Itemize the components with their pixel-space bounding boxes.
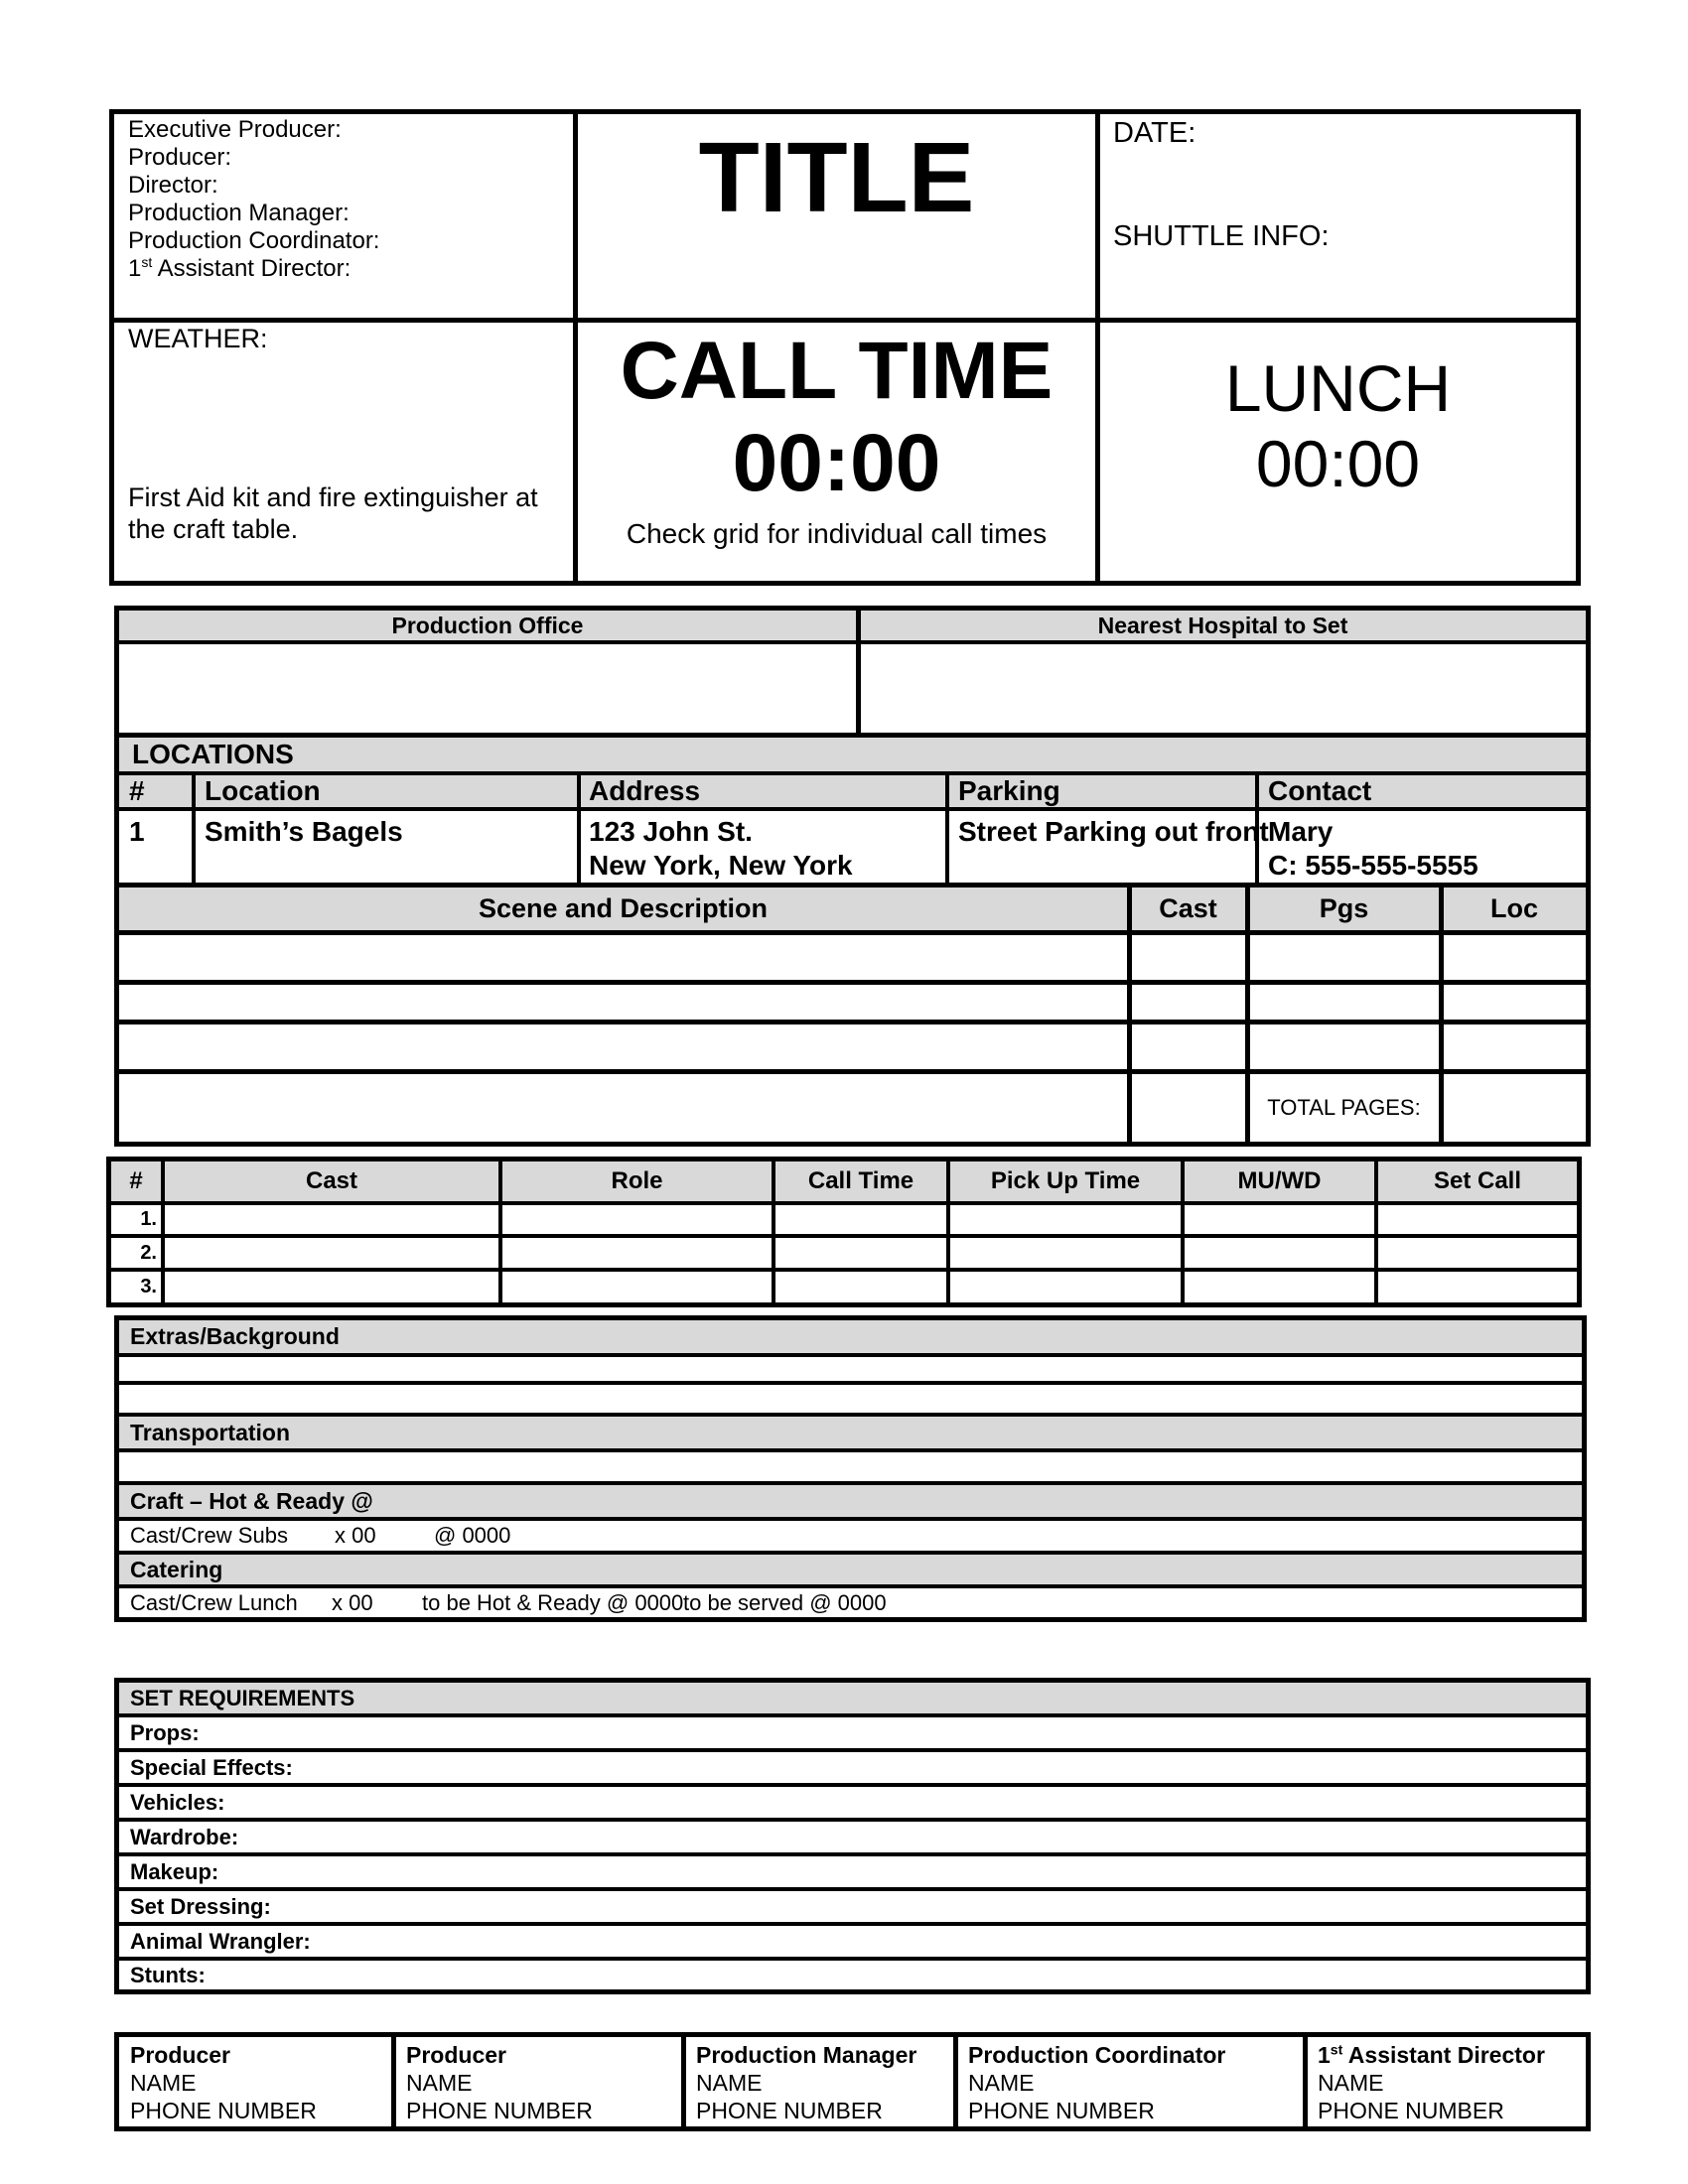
- divider: [498, 1161, 502, 1302]
- date-shuttle-cell: [1113, 116, 1570, 253]
- cast-col-set-call: Set Call: [1433, 1167, 1522, 1194]
- scene-row[interactable]: [119, 1074, 1127, 1142]
- divider: [681, 2037, 686, 2126]
- contact-role: Producer: [406, 2042, 506, 2068]
- divider: [953, 2037, 958, 2126]
- contacts-footer: [114, 2032, 1591, 2131]
- total-pages-label: TOTAL PAGES:: [1267, 1095, 1421, 1120]
- nearest-hospital-header: Nearest Hospital to Set: [1097, 613, 1348, 638]
- production-details-table: [114, 606, 1591, 1147]
- loc-col-contact: Contact: [1268, 775, 1372, 806]
- contact-card: [130, 2041, 317, 2124]
- contact-name: NAME: [406, 2070, 473, 2096]
- divider: [945, 775, 949, 883]
- req-set-dressing[interactable]: Set Dressing:: [130, 1894, 271, 1919]
- lunch-cell: [1100, 323, 1576, 581]
- contact-name: NAME: [968, 2070, 1035, 2096]
- crew-role: Producer:: [128, 144, 232, 171]
- cast-col-mu-wd: MU/WD: [1237, 1167, 1322, 1194]
- catering-header: Catering: [119, 1555, 1582, 1584]
- cast-table: [106, 1157, 1582, 1307]
- transportation-header: Transportation: [119, 1417, 1582, 1448]
- craft-line-time: @ 0000: [434, 1523, 511, 1548]
- cast-col-num: #: [129, 1167, 143, 1194]
- weather-label: WEATHER:: [128, 324, 268, 353]
- cast-col-cast: Cast: [305, 1167, 358, 1194]
- locations-title: LOCATIONS: [132, 739, 294, 769]
- req-vehicles[interactable]: Vehicles:: [130, 1790, 225, 1815]
- location-row-contact-name: Mary: [1268, 816, 1334, 847]
- divider: [1181, 1161, 1185, 1302]
- req-special-effects[interactable]: Special Effects:: [130, 1755, 293, 1780]
- divider: [119, 1818, 1586, 1822]
- location-row-contact-phone: C: 555-555-5555: [1268, 850, 1478, 881]
- crew-role: Production Coordinator:: [128, 227, 380, 254]
- location-row-name: Smith’s Bagels: [205, 816, 403, 847]
- transportation-row[interactable]: [119, 1452, 1582, 1481]
- divider: [577, 775, 581, 883]
- cast-row-num: 2.: [140, 1242, 157, 1264]
- divider: [1439, 887, 1444, 1142]
- req-makeup[interactable]: Makeup:: [130, 1859, 219, 1884]
- first-ad-rest: Assistant Director:: [152, 255, 352, 282]
- contact-card: [406, 2041, 593, 2124]
- lunch-value: 00:00: [1255, 427, 1421, 500]
- divider: [119, 1852, 1586, 1856]
- contact-role-sup: st: [1330, 2041, 1343, 2058]
- lunch-label: LUNCH: [1224, 351, 1452, 425]
- safety-note: First Aid kit and fire extinguisher at the craft table.: [128, 482, 538, 544]
- title-cell: [578, 114, 1095, 318]
- scene-row[interactable]: [119, 935, 1127, 980]
- location-row-address-line1: 123 John St.: [589, 816, 753, 847]
- catering-line-served: to be served @ 0000: [683, 1590, 887, 1615]
- contact-card: [968, 2041, 1225, 2124]
- contact-phone: PHONE NUMBER: [406, 2098, 593, 2123]
- req-stunts[interactable]: Stunts:: [130, 1963, 206, 1987]
- crew-role: Director:: [128, 172, 218, 199]
- contact-role-rest: Assistant Director: [1342, 2042, 1545, 2068]
- scene-col-cast: Cast: [1159, 893, 1217, 923]
- cast-row-num: 3.: [140, 1276, 157, 1297]
- craft-header: Craft – Hot & Ready @: [119, 1485, 1582, 1517]
- cast-col-pickup-time: Pick Up Time: [990, 1167, 1141, 1194]
- date-label: DATE:: [1113, 117, 1196, 149]
- divider: [119, 1748, 1586, 1752]
- craft-line-qty: x 00: [335, 1523, 376, 1548]
- divider: [1127, 887, 1132, 1142]
- divider: [1374, 1161, 1378, 1302]
- contact-name: NAME: [1318, 2070, 1384, 2096]
- contact-role: Producer: [130, 2042, 230, 2068]
- crew-roles: [128, 116, 565, 283]
- contact-role: Production Coordinator: [968, 2042, 1226, 2068]
- contact-phone: PHONE NUMBER: [696, 2098, 883, 2123]
- catering-line-label: Cast/Crew Lunch: [130, 1590, 298, 1615]
- contact-card: [1318, 2041, 1545, 2124]
- req-animal-wrangler[interactable]: Animal Wrangler:: [130, 1929, 311, 1954]
- call-time-label: CALL TIME: [620, 326, 1054, 416]
- scene-col-pgs: Pgs: [1319, 893, 1369, 923]
- divider: [119, 1783, 1586, 1787]
- contact-phone: PHONE NUMBER: [130, 2098, 317, 2123]
- divider: [111, 1201, 1577, 1205]
- contact-phone: PHONE NUMBER: [1318, 2098, 1504, 2123]
- divider: [161, 1161, 165, 1302]
- contact-role-prefix: 1: [1318, 2042, 1331, 2068]
- crew-role: Production Manager:: [128, 200, 350, 226]
- shuttle-info-label: SHUTTLE INFO:: [1113, 220, 1330, 252]
- call-sheet-header: [109, 109, 1581, 586]
- divider: [111, 1268, 1577, 1272]
- production-office-field[interactable]: [119, 644, 856, 733]
- contact-name: NAME: [696, 2070, 763, 2096]
- divider: [119, 1922, 1586, 1926]
- divider: [119, 1713, 1586, 1717]
- extras-row[interactable]: [119, 1385, 1582, 1413]
- divider: [192, 775, 196, 883]
- loc-col-location: Location: [205, 775, 321, 806]
- req-props[interactable]: Props:: [130, 1720, 200, 1745]
- loc-col-num: #: [129, 775, 145, 806]
- loc-col-address: Address: [589, 775, 701, 806]
- production-office-header: Production Office: [391, 613, 584, 638]
- divider: [111, 1234, 1577, 1238]
- divider: [772, 1161, 775, 1302]
- contact-phone: PHONE NUMBER: [968, 2098, 1155, 2123]
- nearest-hospital-field[interactable]: [861, 644, 1586, 733]
- divider: [391, 2037, 396, 2126]
- contact-card: [696, 2041, 916, 2124]
- call-time-cell: [578, 323, 1095, 581]
- extras-row[interactable]: [119, 1357, 1582, 1381]
- call-time-value: 00:00: [732, 418, 941, 508]
- catering-line-hot: to be Hot & Ready @ 0000: [422, 1590, 684, 1615]
- craft-line-label: Cast/Crew Subs: [130, 1523, 288, 1548]
- scene-col-description: Scene and Description: [478, 893, 769, 923]
- sheet-title: TITLE: [698, 122, 975, 233]
- contact-role: [1318, 2041, 1545, 2069]
- location-row-num: 1: [129, 816, 145, 847]
- first-ad-sup: st: [141, 254, 153, 270]
- divider: [119, 1887, 1586, 1891]
- divider: [119, 807, 1586, 811]
- divider: [1303, 2037, 1308, 2126]
- cast-col-role: Role: [611, 1167, 663, 1194]
- divider: [119, 1957, 1586, 1961]
- scene-row[interactable]: [119, 985, 1127, 1020]
- cast-row-num: 1.: [140, 1208, 157, 1230]
- divider: [946, 1161, 950, 1302]
- scene-row[interactable]: [119, 1024, 1127, 1069]
- catering-line-qty: x 00: [332, 1590, 373, 1615]
- loc-col-parking: Parking: [958, 775, 1060, 806]
- logistics-table: [114, 1315, 1587, 1622]
- location-row-parking: Street Parking out front: [958, 816, 1269, 847]
- contact-role: Production Manager: [696, 2042, 917, 2068]
- crew-role-first-ad: [128, 255, 565, 283]
- set-requirements-table: [114, 1678, 1591, 1994]
- first-ad-prefix: 1: [128, 255, 142, 282]
- locations-title-bg: [119, 738, 1586, 771]
- call-time-note: Check grid for individual call times: [626, 518, 1048, 549]
- weather-cell: [128, 323, 565, 581]
- contact-name: NAME: [130, 2070, 197, 2096]
- scene-col-loc: Loc: [1489, 893, 1538, 923]
- location-row-address-line2: New York, New York: [589, 850, 853, 881]
- cast-col-call-time: Call Time: [807, 1167, 914, 1194]
- extras-header: Extras/Background: [119, 1320, 1582, 1353]
- crew-role: Executive Producer:: [128, 116, 342, 143]
- req-wardrobe[interactable]: Wardrobe:: [130, 1825, 239, 1849]
- set-requirements-title: SET REQUIREMENTS: [119, 1683, 1586, 1713]
